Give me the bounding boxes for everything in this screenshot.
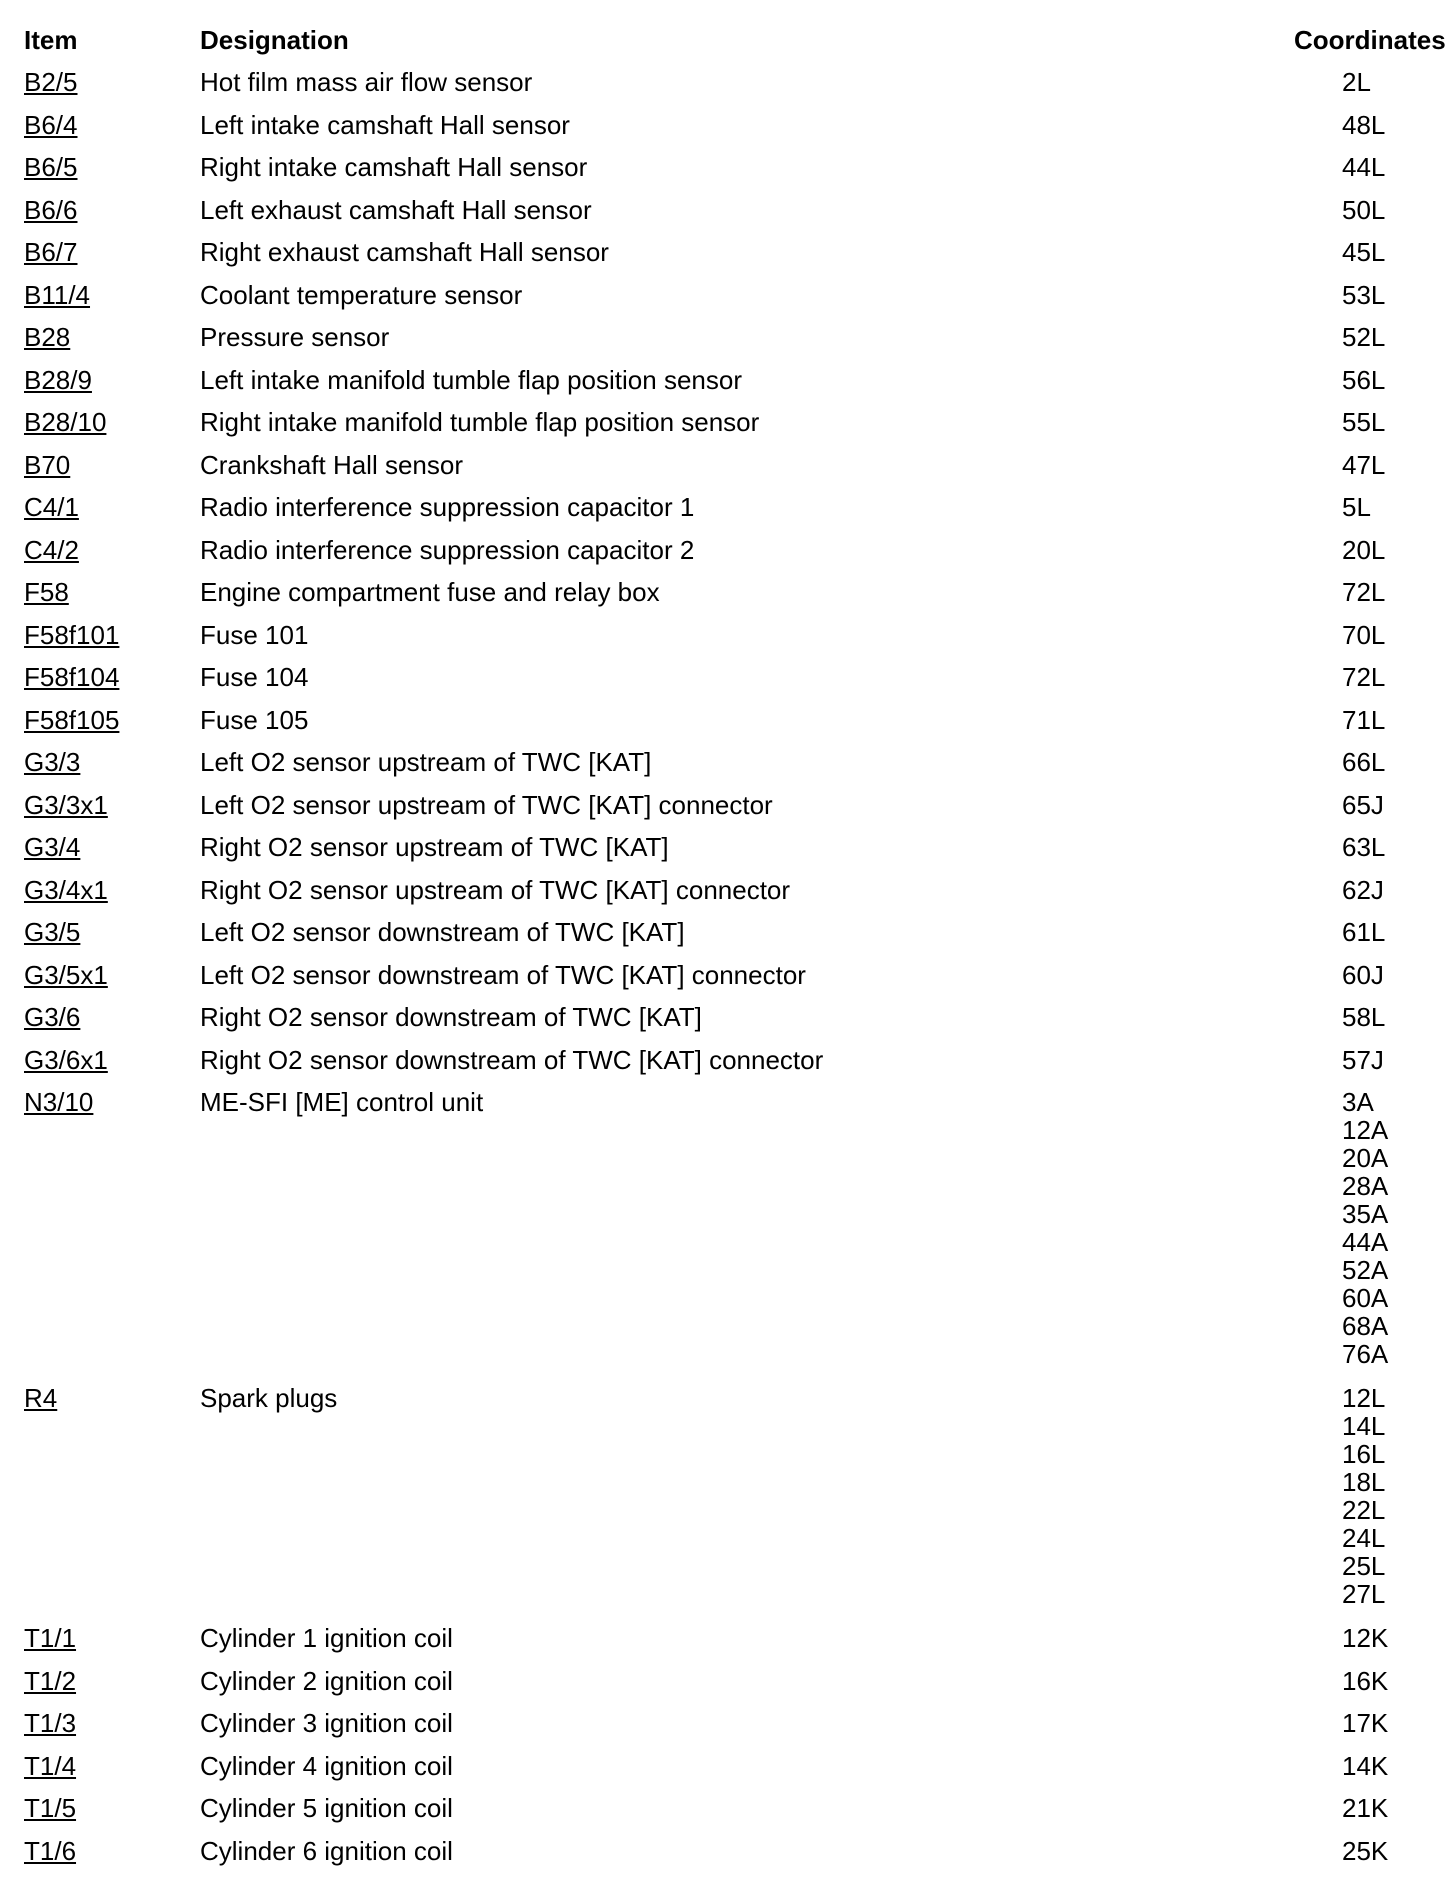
coordinate-value: 16L (1342, 1439, 1386, 1469)
coordinate-value: 68A (1342, 1311, 1389, 1341)
item-link[interactable]: T1/3 (24, 1708, 77, 1738)
table-row (0, 1082, 1456, 1378)
designation-text: Fuse 105 (200, 704, 309, 735)
coordinate-value: 27L (1342, 1579, 1386, 1609)
coordinate-value: 28A (1342, 1171, 1389, 1201)
item-link[interactable]: C4/1 (24, 492, 79, 522)
designation-text: Cylinder 2 ignition coil (200, 1665, 453, 1696)
coordinate-value: 25L (1342, 1551, 1386, 1581)
designation-text: Right O2 sensor upstream of TWC [KAT] (200, 832, 669, 862)
designation-text: Left O2 sensor upstream of TWC [KAT] connector (200, 789, 773, 820)
designation-text: ME-SFI [ME] control unit (200, 1087, 484, 1117)
coordinate-value: 45L (1342, 237, 1386, 267)
table-row (0, 827, 1456, 870)
coordinate-value: 22L (1342, 1495, 1386, 1525)
designation-text: Fuse 101 (200, 619, 309, 650)
designation-text: Left O2 sensor downstream of TWC [KAT] (200, 917, 685, 947)
table-row (0, 487, 1456, 530)
header-designation: Designation (200, 25, 349, 55)
item-link[interactable]: T1/4 (24, 1750, 77, 1781)
table-row (0, 190, 1456, 233)
coordinate-value: 61L (1342, 917, 1386, 947)
table-body (0, 62, 1456, 1873)
item-link[interactable]: T1/6 (24, 1835, 77, 1866)
coordinate-value: 62J (1342, 874, 1384, 905)
coordinate-value: 65J (1342, 789, 1384, 820)
header-coordinates: Coordinates (1294, 25, 1446, 55)
coordinate-value: 72L (1342, 577, 1386, 607)
designation-text: Right O2 sensor downstream of TWC [KAT] (200, 1002, 702, 1032)
item-link[interactable]: G3/3 (24, 747, 81, 777)
table-row (0, 360, 1456, 403)
designation-text: Pressure sensor (200, 322, 390, 352)
table-row (0, 402, 1456, 445)
table-row (0, 1661, 1456, 1704)
coordinate-value: 12A (1342, 1115, 1389, 1145)
coordinate-value: 5L (1342, 492, 1371, 522)
coordinate-value: 70L (1342, 619, 1386, 650)
item-link[interactable]: B11/4 (24, 279, 91, 310)
table-row (0, 997, 1456, 1040)
designation-text: Hot film mass air flow sensor (200, 67, 533, 97)
coordinate-value: 48L (1342, 109, 1386, 140)
designation-text: Fuse 104 (200, 662, 309, 692)
designation-text: Radio interference suppression capacitor 2 (200, 534, 695, 565)
item-link[interactable]: B6/4 (24, 109, 78, 140)
table-row (0, 870, 1456, 913)
item-link[interactable]: G3/3x1 (24, 789, 108, 820)
item-link[interactable]: B28/10 (24, 407, 107, 437)
coordinate-value: 60A (1342, 1283, 1389, 1313)
coordinate-value: 58L (1342, 1002, 1386, 1032)
designation-text: Right intake manifold tumble flap position sensor (200, 407, 760, 437)
table-row (0, 445, 1456, 488)
coordinate-value: 52L (1342, 322, 1386, 352)
table-row (0, 700, 1456, 743)
table-row (0, 657, 1456, 700)
designation-text: Right intake camshaft Hall sensor (200, 152, 588, 182)
table-row (0, 275, 1456, 318)
coordinate-value: 63L (1342, 832, 1386, 862)
designation-text: Cylinder 3 ignition coil (200, 1708, 453, 1738)
coordinate-value: 17K (1342, 1708, 1389, 1738)
item-link[interactable]: B6/7 (24, 237, 78, 267)
coordinate-value: 76A (1342, 1339, 1389, 1369)
coordinate-value: 3A (1342, 1087, 1374, 1117)
table-row (0, 232, 1456, 275)
coordinate-value: 14L (1342, 1411, 1386, 1441)
table-row (0, 572, 1456, 615)
item-link[interactable]: C4/2 (24, 534, 79, 565)
item-link[interactable]: G3/5 (24, 917, 81, 947)
item-link[interactable]: B28/9 (24, 364, 92, 395)
item-link[interactable]: T1/1 (24, 1623, 77, 1653)
item-link[interactable]: T1/5 (24, 1793, 77, 1823)
table-row (0, 1746, 1456, 1789)
header-item: Item (24, 25, 78, 55)
designation-text: Spark plugs (200, 1383, 338, 1413)
coordinate-value: 52A (1342, 1255, 1389, 1285)
table-row (0, 615, 1456, 658)
coordinate-value: 12L (1342, 1383, 1386, 1413)
table-row (0, 912, 1456, 955)
designation-text: Coolant temperature sensor (200, 279, 523, 310)
item-link[interactable]: B6/5 (24, 152, 78, 182)
coordinate-value: 18L (1342, 1467, 1386, 1497)
designation-text: Engine compartment fuse and relay box (200, 577, 660, 607)
item-link[interactable]: G3/4x1 (24, 874, 108, 905)
designation-text: Right O2 sensor downstream of TWC [KAT] connector (200, 1044, 824, 1075)
coordinate-value: 20L (1342, 534, 1386, 565)
coordinate-list (1342, 1082, 1456, 1378)
table-row (0, 1788, 1456, 1831)
designation-text: Cylinder 5 ignition coil (200, 1793, 453, 1823)
table-row (0, 1040, 1456, 1083)
coordinate-value: 20A (1342, 1143, 1389, 1173)
coordinate-value: 66L (1342, 747, 1386, 777)
coordinate-list (1342, 1378, 1456, 1618)
table-row (0, 1831, 1456, 1874)
coordinate-value: 47L (1342, 449, 1386, 480)
item-link[interactable]: B6/6 (24, 194, 78, 225)
item-link[interactable]: F58f101 (24, 619, 120, 650)
coordinate-value: 53L (1342, 279, 1386, 310)
designation-text: Left O2 sensor upstream of TWC [KAT] (200, 747, 652, 777)
designation-text: Left exhaust camshaft Hall sensor (200, 194, 592, 225)
item-link[interactable]: B70 (24, 449, 71, 480)
table-row (0, 62, 1456, 105)
coordinate-value: 16K (1342, 1665, 1389, 1696)
coordinate-value: 44A (1342, 1227, 1389, 1257)
table-row (0, 1618, 1456, 1661)
item-link[interactable]: T1/2 (24, 1665, 77, 1696)
table-row (0, 530, 1456, 573)
designation-text: Cylinder 6 ignition coil (200, 1835, 453, 1866)
table-row (0, 1378, 1456, 1618)
item-link[interactable]: G3/6x1 (24, 1044, 108, 1075)
item-link[interactable]: G3/5x1 (24, 959, 108, 990)
coordinate-value: 24L (1342, 1523, 1386, 1553)
coordinate-value: 56L (1342, 364, 1386, 395)
table-header (0, 20, 1456, 62)
item-link[interactable]: R4 (24, 1383, 58, 1413)
coordinate-value: 71L (1342, 704, 1386, 735)
item-link[interactable]: F58f104 (24, 662, 120, 692)
designation-text: Left intake camshaft Hall sensor (200, 109, 570, 140)
coordinate-value: 72L (1342, 662, 1386, 692)
item-link[interactable]: N3/10 (24, 1087, 94, 1117)
table-row (0, 785, 1456, 828)
designation-text: Right O2 sensor upstream of TWC [KAT] connector (200, 874, 791, 905)
item-link[interactable]: F58f105 (24, 704, 120, 735)
coordinate-value: 57J (1342, 1044, 1384, 1075)
designation-text: Radio interference suppression capacitor 1 (200, 492, 695, 522)
table-row (0, 742, 1456, 785)
coordinate-value: 25K (1342, 1835, 1389, 1866)
coordinate-value: 35A (1342, 1199, 1389, 1229)
table-row (0, 955, 1456, 998)
item-link[interactable]: G3/6 (24, 1002, 81, 1032)
coordinate-value: 12K (1342, 1623, 1389, 1653)
coordinate-value: 44L (1342, 152, 1386, 182)
designation-text: Cylinder 1 ignition coil (200, 1623, 453, 1653)
designation-text: Left O2 sensor downstream of TWC [KAT] connector (200, 959, 806, 990)
designation-text: Crankshaft Hall sensor (200, 449, 463, 480)
coordinate-value: 14K (1342, 1750, 1389, 1781)
table-row (0, 1703, 1456, 1746)
item-link[interactable]: B2/5 (24, 67, 78, 97)
table-row (0, 147, 1456, 190)
designation-text: Right exhaust camshaft Hall sensor (200, 237, 609, 267)
table-row (0, 105, 1456, 148)
coordinate-value: 2L (1342, 67, 1371, 97)
coordinate-value: 21K (1342, 1793, 1389, 1823)
item-link[interactable]: B28 (24, 322, 71, 352)
item-link[interactable]: G3/4 (24, 832, 81, 862)
designation-text: Left intake manifold tumble flap position sensor (200, 364, 742, 395)
table-row (0, 317, 1456, 360)
coordinate-value: 50L (1342, 194, 1386, 225)
coordinate-value: 55L (1342, 407, 1386, 437)
item-link[interactable]: F58 (24, 577, 69, 607)
designation-text: Cylinder 4 ignition coil (200, 1750, 453, 1781)
coordinate-value: 60J (1342, 959, 1384, 990)
